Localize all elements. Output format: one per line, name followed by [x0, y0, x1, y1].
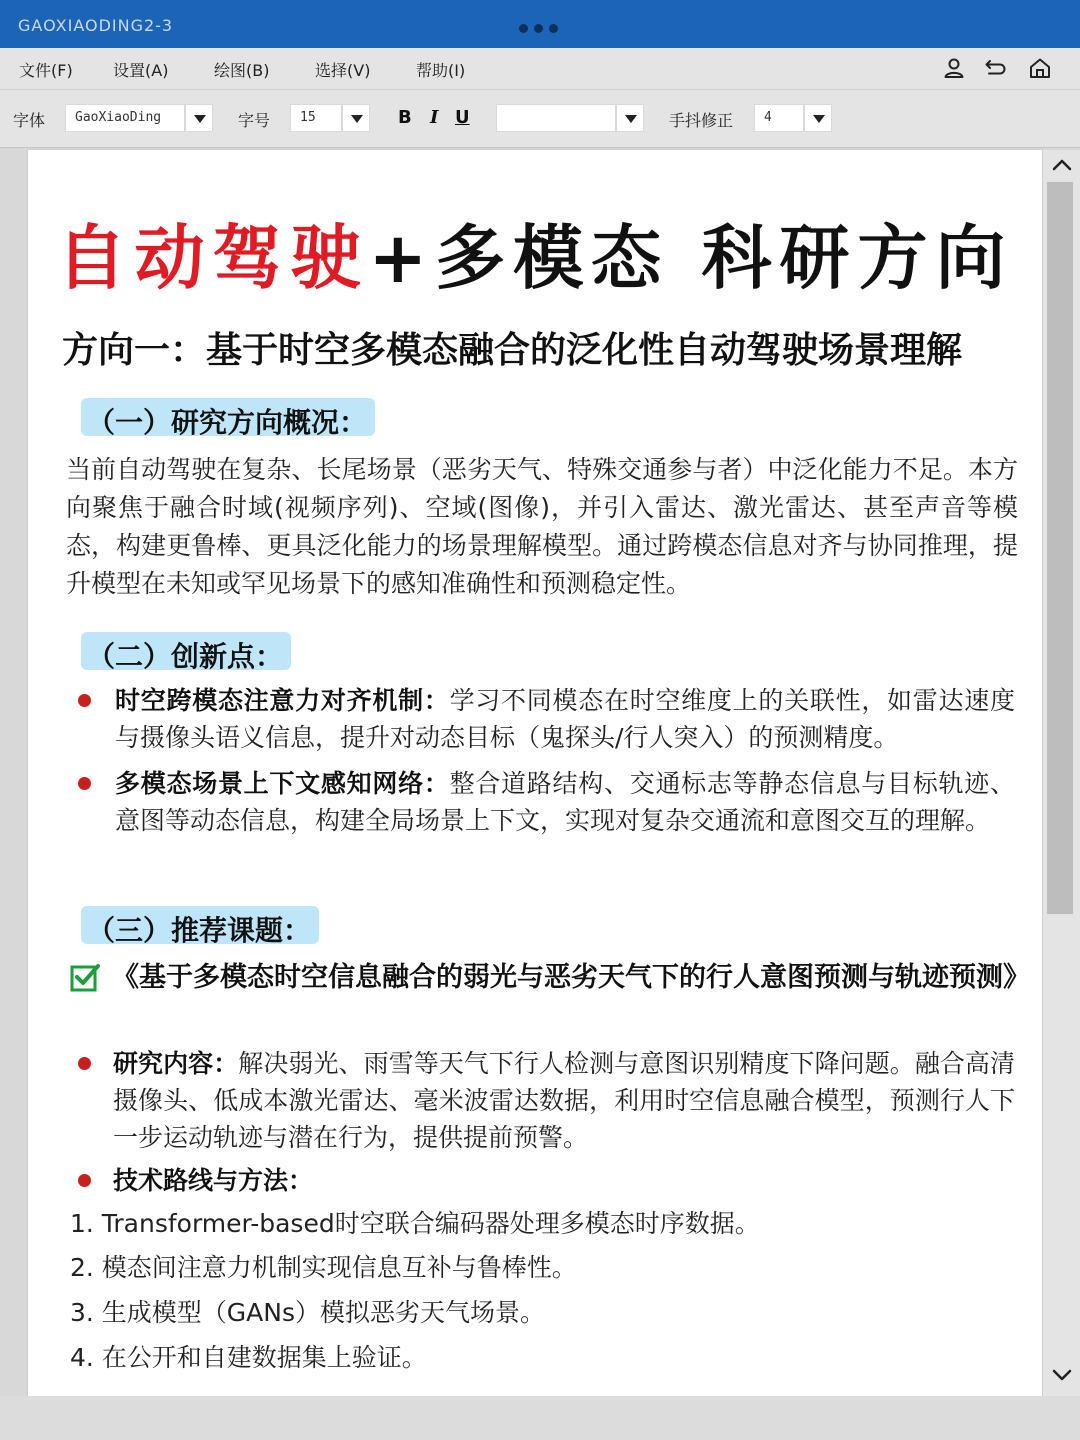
menu-settings[interactable]: 设置(A) [113, 61, 169, 80]
menu-select[interactable]: 选择(V) [315, 61, 371, 80]
method-step-3: 3. 生成模型（GANs）模拟恶劣天气场景。 [70, 1298, 546, 1327]
list-item [78, 1162, 1018, 1202]
point-label: 多模态场景上下文感知网络： [115, 769, 450, 798]
smoothing-label: 手抖修正 [669, 111, 734, 130]
style-dropdown-icon[interactable] [616, 104, 644, 132]
content-label: 研究内容： [113, 1049, 239, 1078]
italic-button[interactable]: I [430, 107, 439, 128]
window-options-icon[interactable] [519, 24, 558, 33]
method-label: 技术路线与方法： [113, 1166, 314, 1195]
bottom-margin [0, 1396, 1080, 1440]
home-icon[interactable] [1028, 56, 1052, 80]
menu-bar [0, 48, 1080, 90]
title-rest: +多模态 科研方向 [368, 217, 1014, 299]
size-select[interactable]: 15 [290, 104, 342, 132]
innovation-point-1 [115, 682, 1015, 756]
bold-button[interactable]: B [398, 107, 412, 128]
checkbox-checked-icon[interactable] [70, 962, 100, 992]
research-content [113, 1045, 1015, 1156]
font-select[interactable]: GaoXiaoDing [65, 104, 185, 132]
style-select[interactable] [496, 104, 616, 132]
bullet-icon [78, 777, 91, 790]
method-step-1: 1. Transformer-based时空联合编码器处理多模态时序数据。 [70, 1209, 760, 1238]
chevron-up-icon[interactable] [1051, 154, 1073, 176]
vertical-scrollbar[interactable] [1043, 150, 1080, 1396]
method-step-2: 2. 模态间注意力机制实现信息互补与鲁棒性。 [70, 1253, 577, 1282]
font-dropdown-icon[interactable] [185, 104, 213, 132]
smoothing-select[interactable]: 4 [754, 104, 804, 132]
underline-button[interactable]: U [455, 107, 470, 128]
undo-icon[interactable] [984, 56, 1008, 80]
chevron-down-icon[interactable] [1051, 1364, 1073, 1386]
title-bar [0, 0, 1080, 48]
bullet-icon [78, 1174, 91, 1187]
size-label: 字号 [238, 111, 271, 130]
list-item [78, 682, 1018, 762]
content-text: 解决弱光、雨雪等天气下行人检测与意图识别精度下降问题。融合高清摄像头、低成本激光雷达、毫米波雷达数据，利用时空信息融合模型，预测行人下一步运动轨迹与潜在行为，提供提前预警。 [113, 1049, 1015, 1152]
menu-file[interactable]: 文件(F) [19, 61, 73, 80]
scroll-thumb[interactable] [1047, 182, 1073, 914]
format-toolbar [0, 90, 1080, 148]
point-text: 整合道路结构、交通标志等静态信息与目标轨迹、意图等动态信息，构建全局场景上下文，实现对复杂交通流和意图交互的理解。 [115, 769, 1015, 835]
point-text: 学习不同模态在时空维度上的关联性，如雷达速度与摄像头语义信息，提升对动态目标（鬼探头/行人突入）的预测精度。 [115, 686, 1015, 752]
section-heading-topics: （三）推荐课题： [81, 906, 319, 944]
document-title [28, 202, 1042, 303]
menu-draw[interactable]: 绘图(B) [214, 61, 270, 80]
list-item [78, 765, 1018, 880]
document-page[interactable] [28, 150, 1042, 1396]
size-dropdown-icon[interactable] [342, 104, 370, 132]
method-heading [113, 1162, 1013, 1199]
section-heading-overview: （一）研究方向概况： [81, 398, 375, 436]
section-heading-innovation: （二）创新点： [81, 632, 291, 670]
window-title: GAOXIAODING2-3 [18, 16, 174, 35]
title-highlight: 自动驾驶 [56, 217, 369, 299]
innovation-point-2 [115, 765, 1015, 839]
bullet-icon [78, 1057, 91, 1070]
topic-title: 《基于多模态时空信息融合的弱光与恶劣天气下的行人意图预测与轨迹预测》 [112, 962, 1030, 993]
menu-help[interactable]: 帮助(I) [416, 61, 466, 80]
method-step-4: 4. 在公开和自建数据集上验证。 [70, 1343, 427, 1372]
font-label: 字体 [13, 111, 46, 130]
point-label: 时空跨模态注意力对齐机制： [115, 686, 450, 715]
user-icon[interactable] [942, 56, 966, 80]
overview-paragraph: 当前自动驾驶在复杂、长尾场景（恶劣天气、特殊交通参与者）中泛化能力不足。本方向聚焦于融合时域(视频序列)、空域(图像)，并引入雷达、激光雷达、甚至声音等模态，构建更鲁棒、更具泛化能力的场景理解模型。通过跨模态信息对齐与协同推理，提升模型在未知或罕见场景下的感知准确性和预测稳定性。 [66, 455, 1018, 598]
topic-item [70, 958, 1030, 1040]
bullet-icon [78, 694, 91, 707]
list-item [78, 1045, 1018, 1157]
direction-heading: 方向一：基于时空多模态融合的泛化性自动驾驶场景理解 [62, 330, 963, 371]
smoothing-dropdown-icon[interactable] [804, 104, 832, 132]
